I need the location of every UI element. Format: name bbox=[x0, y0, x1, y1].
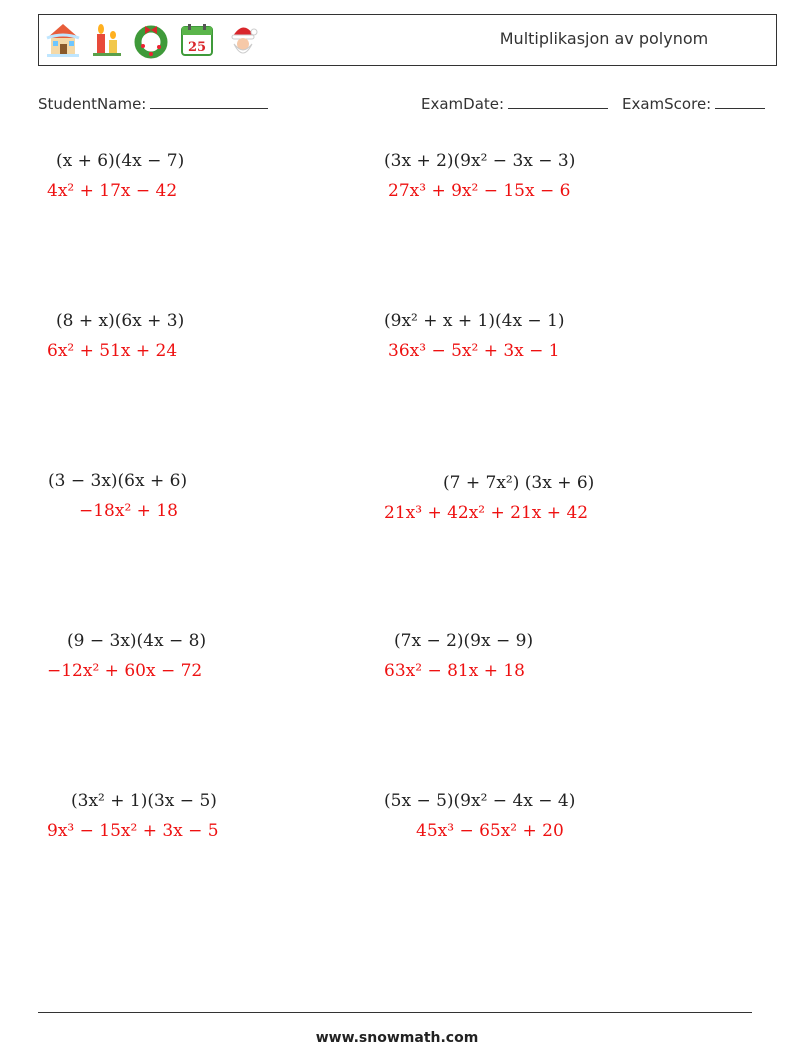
calendar-icon bbox=[177, 20, 217, 60]
problem-10: (5x − 5)(9x² − 4x − 4) bbox=[384, 791, 576, 811]
problem-6: (7 + 7x²) (3x + 6) bbox=[443, 473, 595, 493]
exam-score-label: ExamScore: bbox=[622, 95, 712, 113]
answer-4: 36x³ − 5x² + 3x − 1 bbox=[388, 341, 560, 361]
calendar-day: 25 bbox=[187, 40, 207, 55]
answer-2: 27x³ + 9x² − 15x − 6 bbox=[388, 181, 571, 201]
student-name-blank[interactable] bbox=[150, 94, 268, 109]
student-name-label: StudentName: bbox=[38, 95, 147, 113]
answer-3: 6x² + 51x + 24 bbox=[47, 341, 178, 361]
exam-date-field bbox=[421, 94, 608, 113]
exam-score-blank[interactable] bbox=[715, 94, 765, 109]
answer-10: 45x³ − 65x² + 20 bbox=[416, 821, 564, 841]
answer-1: 4x² + 17x − 42 bbox=[47, 181, 178, 201]
candles-icon bbox=[87, 20, 127, 60]
house-icon bbox=[43, 20, 83, 60]
student-name-field bbox=[38, 94, 268, 113]
santa-icon bbox=[223, 20, 263, 60]
problem-3: (8 + x)(6x + 3) bbox=[56, 311, 185, 331]
problem-9: (3x² + 1)(3x − 5) bbox=[71, 791, 217, 811]
answer-5: −18x² + 18 bbox=[79, 501, 178, 521]
problem-5: (3 − 3x)(6x + 6) bbox=[48, 471, 188, 491]
problem-1: (x + 6)(4x − 7) bbox=[56, 151, 185, 171]
problem-2: (3x + 2)(9x² − 3x − 3) bbox=[384, 151, 576, 171]
answer-7: −12x² + 60x − 72 bbox=[47, 661, 203, 681]
answer-9: 9x³ − 15x² + 3x − 5 bbox=[47, 821, 219, 841]
problem-4: (9x² + x + 1)(4x − 1) bbox=[384, 311, 565, 331]
wreath-icon bbox=[131, 20, 171, 60]
footer-divider bbox=[38, 1012, 752, 1013]
exam-score-field bbox=[622, 94, 765, 113]
problem-8: (7x − 2)(9x − 9) bbox=[394, 631, 534, 651]
page-title: Multiplikasjon av polynom bbox=[499, 29, 709, 48]
exam-date-label: ExamDate: bbox=[421, 95, 505, 113]
worksheet-header bbox=[38, 14, 777, 66]
exam-date-blank[interactable] bbox=[508, 94, 608, 109]
problem-7: (9 − 3x)(4x − 8) bbox=[67, 631, 207, 651]
answer-6: 21x³ + 42x² + 21x + 42 bbox=[384, 503, 589, 523]
footer-url[interactable]: www.snowmath.com bbox=[315, 1030, 479, 1046]
answer-8: 63x² − 81x + 18 bbox=[384, 661, 525, 681]
